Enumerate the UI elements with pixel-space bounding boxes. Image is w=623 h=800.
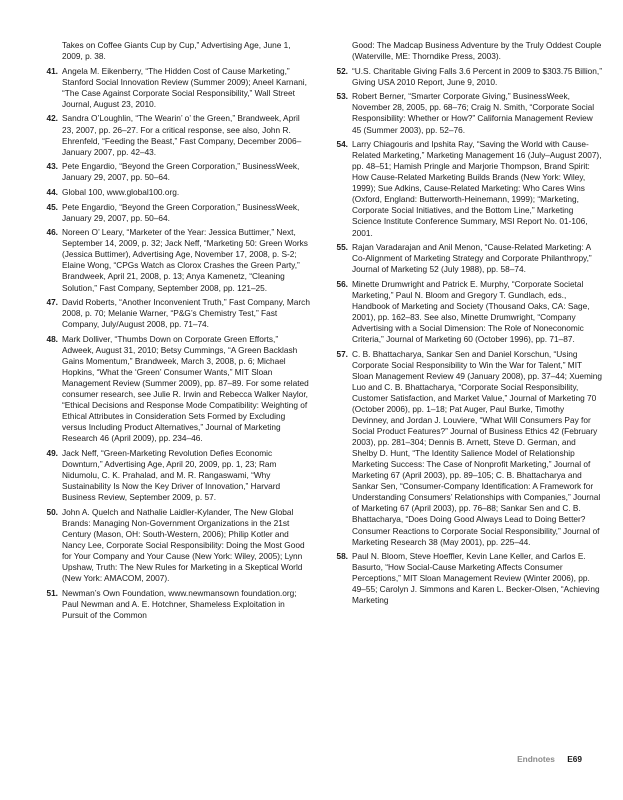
endnote-number: 54. <box>336 139 348 150</box>
endnote-text: C. B. Bhattacharya, Sankar Sen and Daniel Korschun, “Using Corporate Social Responsibility to Win the War for Talent,” MIT Sloan Management Review 49 (January 2008), pp. 37–44; Xueming Luo and C. B. Bhattacharya, “Corporate Social Responsibility, Customer Satisfaction, and Market Value,” Journal of Marketing 70 (October 2006), pp. 1–18; Pat Auger, Paul Burke, Timothy Devinney, and Jordan J. Louviere, “What Will Consumers Pay for Social Product Features?” Journal of Business Ethics 42 (February 2003), pp. 281–304; Dennis B. Arnett, Steve D. German, and Shelby D. Hunt, “The Identity Salience Model of Relationship Marketing Success: The Case of Nonprofit Marketing,” Journal of Marketing 67 (April 2003), pp. 89–105; C. B. Bhattacharya and Sankar Sen, “Consumer-Company Identification: A Framework for Understanding Consumers’ Relationships with Companies,” Journal of Marketing 67 (April 2003), pp. 76–88; Sankar Sen and C. B. Bhattacharya, “Does Doing Good Always Lead to Doing Better? Consumer Reactions to Corporate Social Responsibility,” Journal of Marketing Research 38 (May 2001), pp. 225–44. <box>352 348 602 547</box>
endnote <box>41 297 311 330</box>
endnote-number: 43. <box>46 161 58 172</box>
endnote <box>331 349 602 548</box>
endnote <box>331 551 602 606</box>
endnote <box>41 66 311 110</box>
endnote-number: 50. <box>46 506 58 517</box>
page-number: E69 <box>567 754 582 764</box>
endnote-text: Takes on Coffee Giants Cup by Cup,” Advertising Age, June 1, 2009, p. 38. <box>62 40 291 62</box>
endnote-text: Newman’s Own Foundation, www.newmansown foundation.org; Paul Newman and A. E. Hotchner, Shameless Exploitation in Pursuit of the Common <box>62 587 297 620</box>
endnote <box>41 113 311 157</box>
endnote-text: Angela M. Eikenberry, “The Hidden Cost of Cause Marketing,” Stanford Social Innovation Review (Summer 2009); Aneel Karnani, “The Case Against Corporate Social Responsibility,” Wall Street Journal, August 23, 2010. <box>62 65 307 109</box>
endnote-number: 56. <box>336 278 348 289</box>
endnote-number: 53. <box>336 91 348 102</box>
endnote-text: Minette Drumwright and Patrick E. Murphy, “Corporate Societal Marketing,” Paul N. Bloom and Gregory T. Gundlach, eds., Handbook of Marketing and Society (Thousand Oaks, CA: Sage, 2001), pp. 162–83. See also, Minette Drumwright, “Company Advertising with a Social Dimension: The Role of Noneconomic Criteria,” Journal of Marketing 60 (October 1996), pp. 71–87. <box>352 278 590 345</box>
endnote <box>331 139 602 238</box>
endnote-number: 41. <box>46 65 58 76</box>
footer-section-label: Endnotes <box>517 754 555 764</box>
endnote-text: David Roberts, “Another Inconvenient Truth,” Fast Company, March 2008, p. 70; Melanie Warner, “P&G’s Chemistry Test,” Fast Company, July/August 2008, pp. 71–74. <box>62 297 310 330</box>
endnote-number: 49. <box>46 447 58 458</box>
endnote-text: Pete Engardio, “Beyond the Green Corporation,” BusinessWeek, January 29, 2007, pp. 50–64. <box>62 161 300 183</box>
endnote-number: 48. <box>46 333 58 344</box>
endnote-number: 44. <box>46 186 58 197</box>
page-footer <box>517 754 582 764</box>
endnote-number: 51. <box>46 587 58 598</box>
endnote-text: Good: The Madcap Business Adventure by the Truly Oddest Couple (Waterville, ME: Thorndike Press, 2003). <box>352 40 602 62</box>
endnote-text: Jack Neff, “Green-Marketing Revolution Defies Economic Downturn,” Advertising Age, April 20, 2009, pp. 1, 23; Ram Nidumolu, C. K. Prahalad, and M. R. Rangaswami, “Why Sustainability Is Now the Key Driver of Innovation,” Harvard Business Review, September 2009, p. 57. <box>62 447 281 503</box>
endnote <box>331 91 602 135</box>
endnote-number: 46. <box>46 227 58 238</box>
endnote-continuation <box>331 40 602 62</box>
endnote <box>41 227 311 293</box>
endnote-text: Mark Dolliver, “Thumbs Down on Corporate Green Efforts,” Adweek, August 31, 2010; Betsy Cummings, “A Green Backlash Gains Momentum,” Brandweek, March 3, 2008, p. 6; Michael Hopkins, “What the ‘Green’ Consumer Wants,” MIT Sloan Management Review (Summer 2009), pp. 87–89. For some related consumer research, see Julie R. Irwin and Rebecca Walker Naylor, “Ethical Decisions and Response Mode Compatibility: Weighting of Ethical Attributes in Consideration Sets Formed by Excluding versus Including Product Alternatives,” Journal of Marketing Research 46 (April 2009), pp. 234–46. <box>62 333 309 444</box>
endnote <box>41 507 311 584</box>
endnote-text: Pete Engardio, “Beyond the Green Corporation,” BusinessWeek, January 29, 2007, pp. 50–64. <box>62 201 300 223</box>
endnote-text: Robert Berner, “Smarter Corporate Giving,” BusinessWeek, November 28, 2005, pp. 68–76; Craig N. Smith, “Corporate Social Responsibility: Whether or How?” California Management Review 45 (Summer 2003), pp. 52–76. <box>352 91 595 135</box>
endnote <box>41 448 311 503</box>
endnote-number: 42. <box>46 113 58 124</box>
endnote <box>41 588 311 621</box>
endnote <box>41 202 311 224</box>
endnote-text: John A. Quelch and Nathalie Laidler-Kylander, The New Global Brands: Managing Non-Government Organizations in the 21st Century (Mason, OH: South-Western, 2006); Philip Kotler and Nancy Lee, Corporate Social Responsibility: Doing the Most Good for Your Company and Your Cause (New York: Wiley, 2005); Lynn Upshaw, Truth: The New Rules for Marketing in a Skeptical World (New York: AMACOM, 2007). <box>62 506 305 584</box>
endnote <box>41 161 311 183</box>
endnote-text: “U.S. Charitable Giving Falls 3.6 Percent in 2009 to $303.75 Billion,” Giving USA 2010 Report, June 9, 2010. <box>352 65 602 87</box>
endnote-number: 45. <box>46 201 58 212</box>
endnote-number: 57. <box>336 348 348 359</box>
endnote <box>41 334 311 444</box>
endnote-number: 52. <box>336 65 348 76</box>
endnote <box>331 242 602 275</box>
endnote-text: Rajan Varadarajan and Anil Menon, “Cause-Related Marketing: A Co-Alignment of Marketing Strategy and Corporate Philanthropy,” Journal of Marketing 52 (July 1988), pp. 58–74. <box>352 242 592 275</box>
endnote-number: 55. <box>336 242 348 253</box>
endnotes-left-column <box>41 40 311 624</box>
endnote-number: 47. <box>46 297 58 308</box>
endnote-text: Paul N. Bloom, Steve Hoeffler, Kevin Lane Keller, and Carlos E. Basurto, “How Social-Cause Marketing Affects Consumer Perceptions,” MIT Sloan Management Review (Winter 2006), pp. 49–55; Carolyn J. Simmons and Karen L. Becker-Olsen, “Achieving Marketing <box>352 551 600 606</box>
endnote-number: 58. <box>336 551 348 562</box>
endnote-text: Sandra O’Loughlin, “The Wearin’ o’ the Green,” Brandweek, April 23, 2007, pp. 26–27. For a critical response, see also, John R. Ehrenfeld, “Feeding the Beast,” Fast Company, December 2006–January 2007, pp. 42–43. <box>62 113 302 157</box>
endnote-text: Larry Chiagouris and Ipshita Ray, “Saving the World with Cause-Related Marketing,” Marketing Management 16 (July–August 2007), pp. 48–51; Hamish Pringle and Marjorie Thompson, Brand Spirit: How Cause-Related Marketing Builds Brands (New York: Wiley, 1999); Sue Adkins, Cause-Related Marketing: Who Cares Wins (Oxford, England: Butterworth-Heinemann, 1999); “Marketing, Corporate Social Initiatives, and the Bottom Line,” Marketing Science Institute Conference Summary, MSI Report No. 01-106, 2001. <box>352 139 602 238</box>
endnote-continuation <box>41 40 311 62</box>
endnote-text: Noreen O’ Leary, “Marketer of the Year: Jessica Buttimer,” Next, September 14, 2009, p. 32; Jack Neff, “Marketing 50: Green Works (Jessica Buttimer), Advertising Age, November 17, 2008, p. S-2; Elaine Wong, “CPGs Watch as Clorox Crashes the Green Party,” Brandweek, April 21, 2008, p. 13; Anya Kamenetz, “Cleaning Solution,” Fast Company, September 2008, pp. 121–25. <box>62 227 308 293</box>
endnote-text: Global 100, www.global100.org. <box>62 186 180 197</box>
endnotes-right-column <box>331 40 602 610</box>
endnote <box>331 279 602 345</box>
endnote <box>41 187 311 198</box>
endnote <box>331 66 602 88</box>
